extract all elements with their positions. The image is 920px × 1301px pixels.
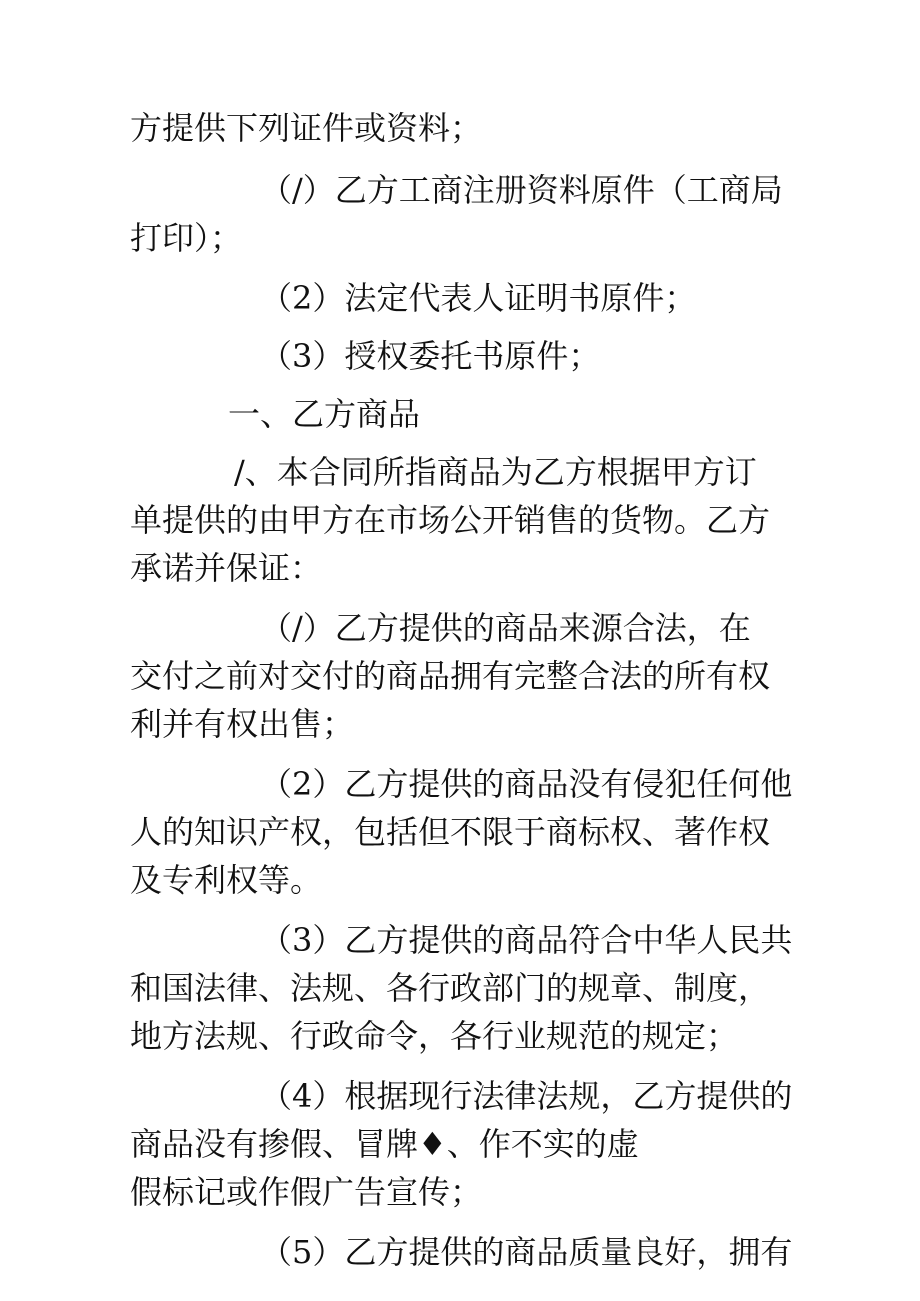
text-line: 人的知识产权，包括但不限于商标权、著作权 <box>130 813 771 851</box>
text-line: （/）乙方工商注册资料原件（工商局 <box>260 171 783 209</box>
text-line: 地方法规、行政命令，各行业规范的规定； <box>130 1017 739 1055</box>
text-line: 和国法律、法规、各行政部门的规章、制度， <box>130 969 771 1007</box>
text-line: 承诺并保证： <box>130 549 323 587</box>
text-line: /、本合同所指商品为乙方根据甲方订 <box>234 453 757 491</box>
text-line: （4）根据现行法律法规，乙方提供的 <box>260 1077 793 1115</box>
text-line: （3）乙方提供的商品符合中华人民共 <box>260 921 793 959</box>
text-line: 及专利权等。 <box>130 861 323 899</box>
text-line: （2）法定代表人证明书原件； <box>260 279 697 317</box>
text-line: （/）乙方提供的商品来源合法，在 <box>260 609 751 647</box>
text-line: 假标记或作假广告宣传； <box>130 1173 483 1211</box>
text-line: 方提供下列证件或资料； <box>130 109 483 147</box>
section-heading: 一、乙方商品 <box>228 395 421 433</box>
text-line: 单提供的由甲方在市场公开销售的货物。乙方 <box>130 501 771 539</box>
text-line: 利并有权出售； <box>130 705 355 743</box>
text-line: 打印）； <box>130 219 243 257</box>
text-line: （5）乙方提供的商品质量良好，拥有 <box>260 1233 793 1271</box>
text-line: 交付之前对交付的商品拥有完整合法的所有权 <box>130 657 771 695</box>
text-line: 商品没有掺假、冒牌♦、作不实的虚 <box>130 1125 639 1163</box>
text-line: （2）乙方提供的商品没有侵犯任何他 <box>260 765 793 803</box>
document-body <box>130 104 793 1276</box>
text-line: （3）授权委托书原件； <box>260 337 601 375</box>
